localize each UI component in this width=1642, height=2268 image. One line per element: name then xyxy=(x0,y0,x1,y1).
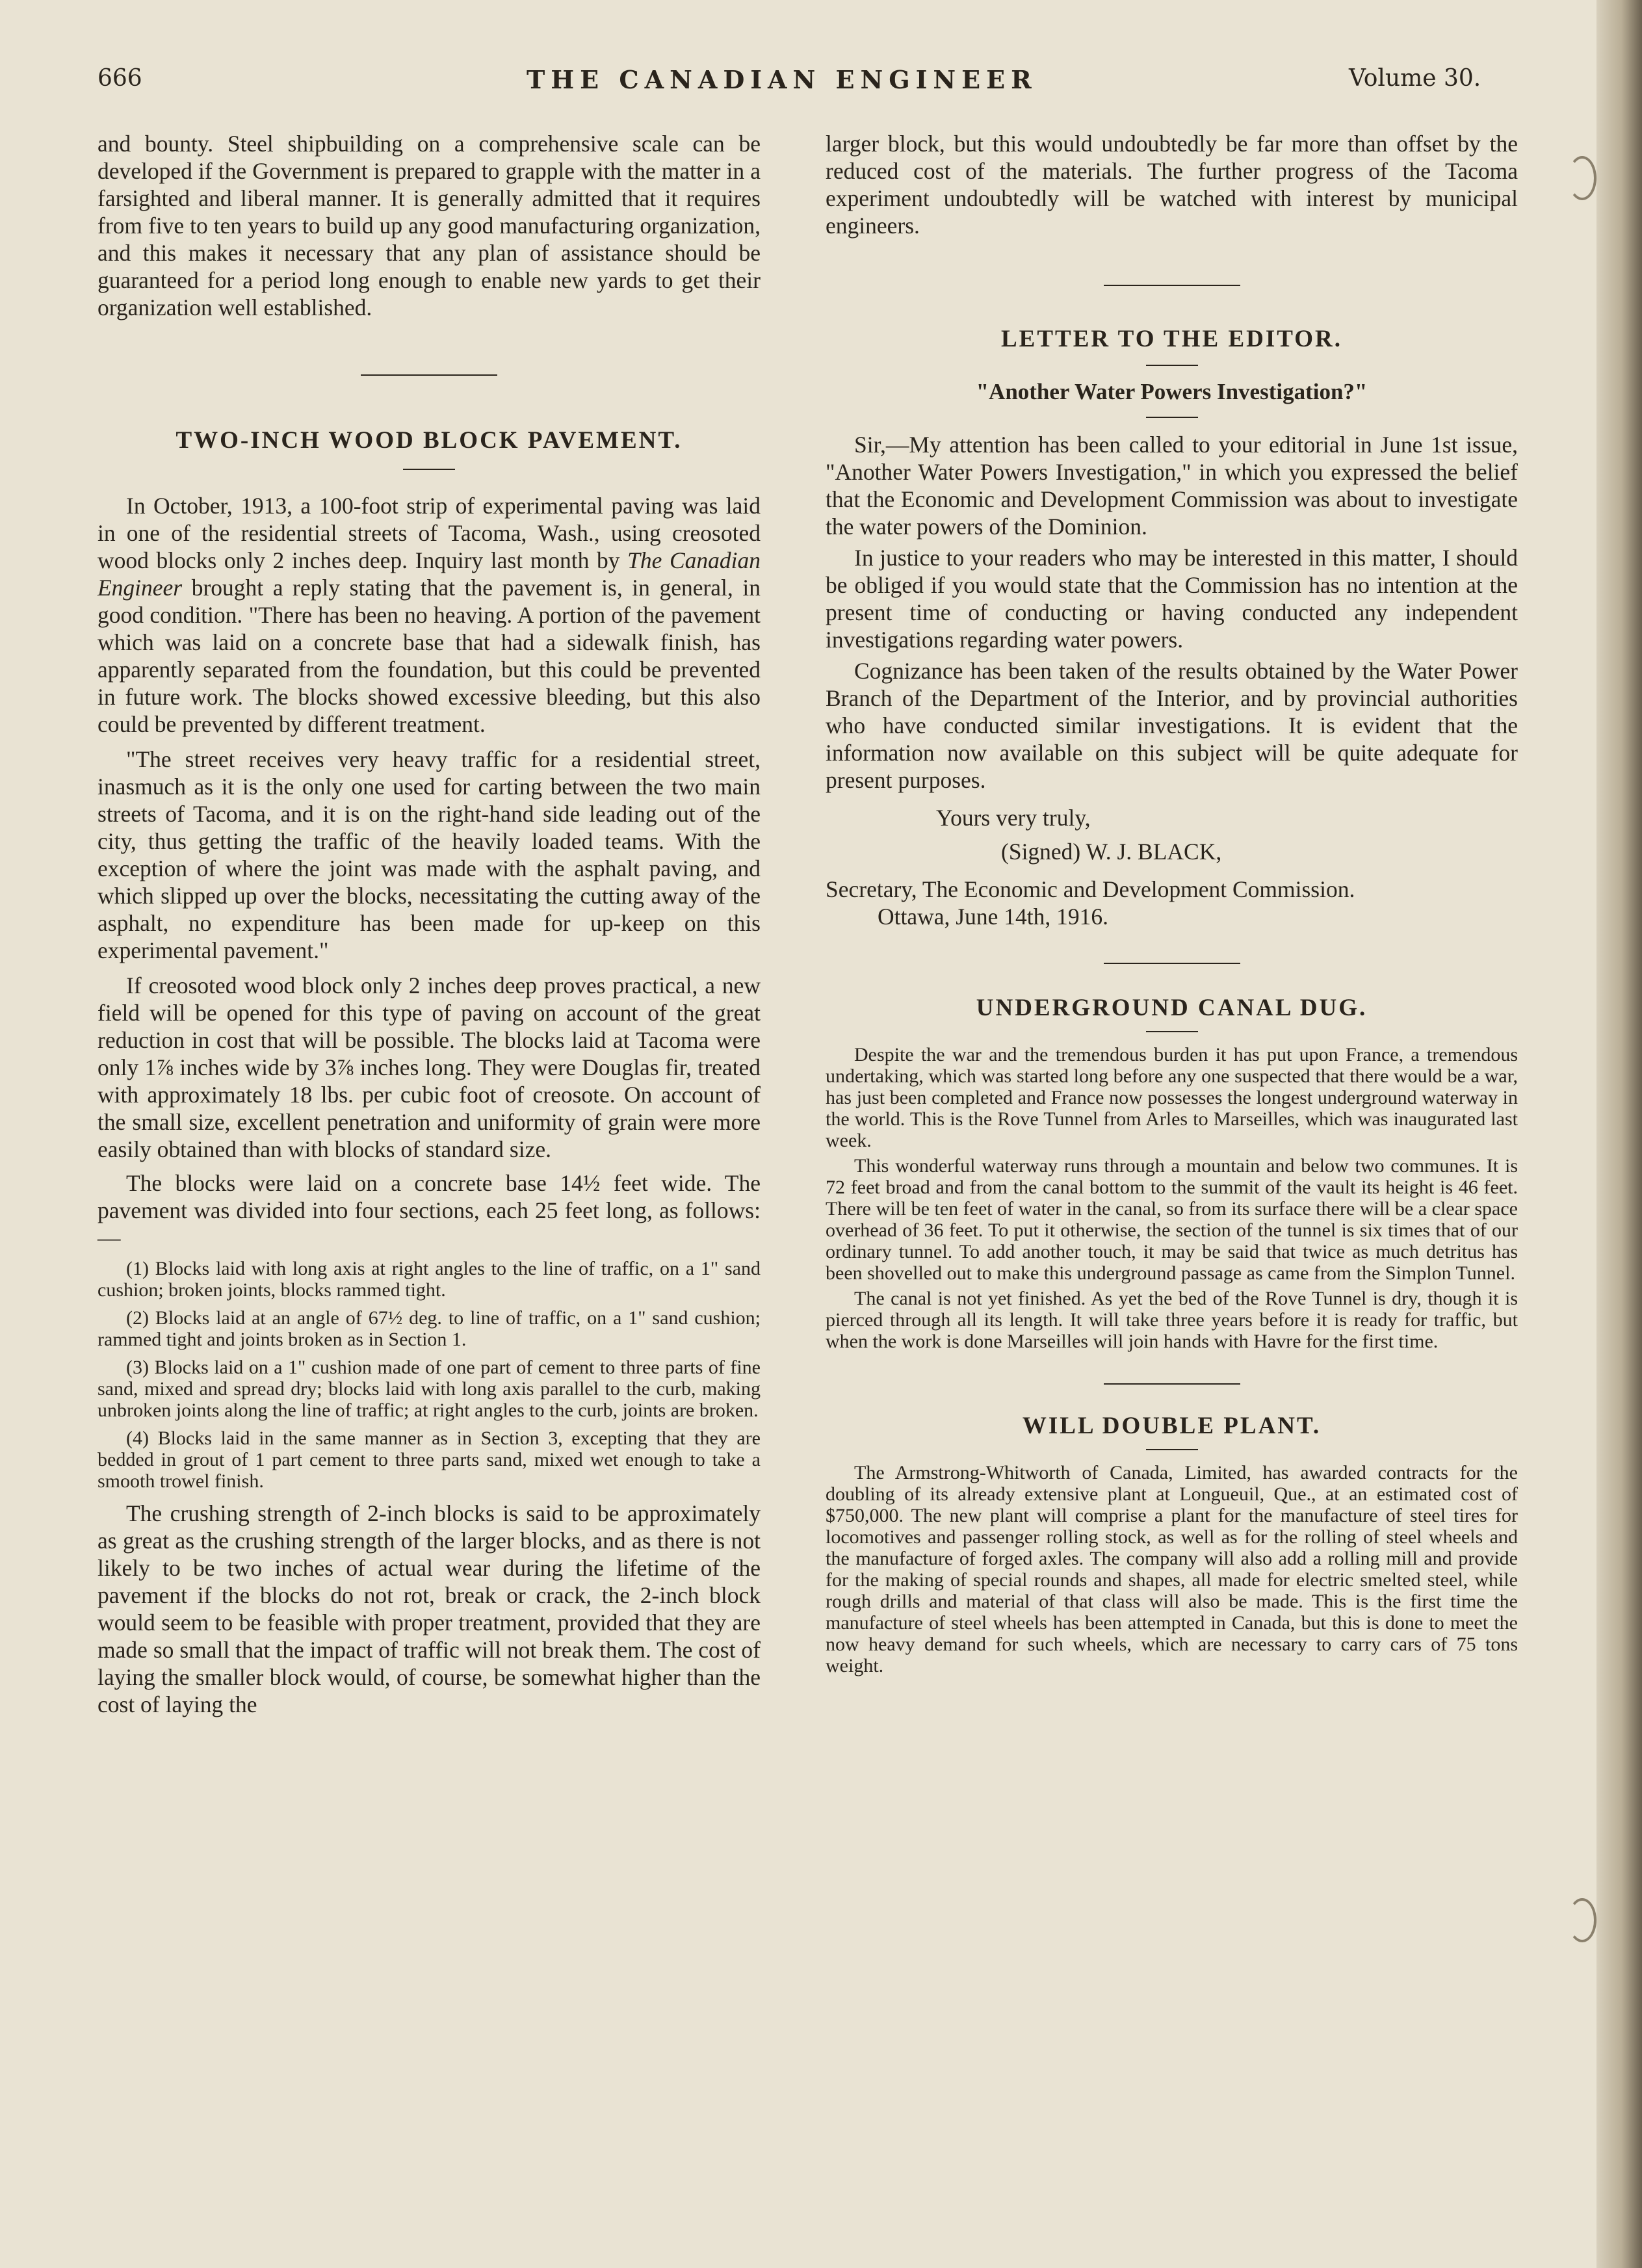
page-number: 666 xyxy=(98,65,142,92)
binding-clip-bottom xyxy=(1568,1898,1596,1942)
letter-subtitle: "Another Water Powers Investigation?" xyxy=(976,379,1368,404)
section-item-4: (4) Blocks laid in the same manner as in Section 3, excepting that they are bedded in grout of 1 part cement to three parts sand, mixed wet enough to take a smooth trowel finish. xyxy=(98,1427,761,1492)
wood-block-paragraph-3: If creosoted wood block only 2 inches deep proves practical, a new field will be opened for this type of paving on account of the great reduction in cost that will be possible. The blocks laid at Tacoma were only 1⅞ inches wide by 3⅞ inches long. They were Douglas fir, treated with approximately 18 lbs. per cubic foot of creosote. On account of the small size, excellent penetration and uniformity of grain were more easily obtained than with blocks of standard size. xyxy=(98,972,761,1162)
title-rule xyxy=(403,469,455,470)
letter-closing: Yours very truly, xyxy=(936,805,1091,831)
wood-block-continuation: larger block, but this would undoubtedly be far more than offset by the reduced cost of the materials. The further progress of the Tacoma experiment undoubtedly will be watched with interest by municipal engineers. xyxy=(826,131,1518,239)
journal-title: THE CANADIAN ENGINEER xyxy=(527,65,1037,94)
subtitle-rule xyxy=(1146,417,1198,418)
title-rule xyxy=(1146,1031,1198,1032)
canal-title: UNDERGROUND CANAL DUG. xyxy=(976,995,1368,1021)
section-item-1: (1) Blocks laid with long axis at right angles to the line of traffic, on a 1" sand cushion; broken joints, blocks rammed tight. xyxy=(98,1258,761,1301)
letter-paragraph-3: Cognizance has been taken of the results obtained by the Water Power Branch of the Department of the Interior, and by provincial authorities who have conducted similar investigations. It is evident that the information now available on this subject will be quite adequate for present purposes. xyxy=(826,658,1518,793)
letter-place-date: Ottawa, June 14th, 1916. xyxy=(878,904,1108,930)
title-rule xyxy=(1146,1449,1198,1450)
shipbuilding-continuation: and bounty. Steel shipbuilding on a comprehensive scale can be developed if the Government is prepared to grapple with the matter in a farsighted and liberal manner. It is generally admitted that it requires from five to ten years to build up any good manufacturing organization, and this makes it necessary that any plan of assistance should be guaranteed for a period long enough to enable new yards to get their organization well established. xyxy=(98,131,761,320)
right-column xyxy=(826,130,1518,1676)
wood-block-paragraph-5: The crushing strength of 2-inch blocks is said to be approximately as great as the crushing strength of the larger blocks, and as there is not likely to be two inches of actual wear during the lifetime of the pavement if the blocks do not rot, break or crack, the 2-inch block would seem to be feasible with proper treatment, provided that they are made so small that the impact of traffic will not break them. The cost of laying the smaller block would, of course, be somewhat higher than the cost of laying the xyxy=(98,1500,761,1717)
letter-signature: (Signed) W. J. BLACK, xyxy=(1001,839,1222,865)
letter-paragraph-1: Sir,—My attention has been called to your editorial in June 1st issue, "Another Water Powers Investigation," in which you expressed the belief that the Economic and Development Commission was about to investigate the water powers of the Dominion. xyxy=(826,432,1518,540)
section-divider xyxy=(1104,963,1240,964)
letter-title: LETTER TO THE EDITOR. xyxy=(1000,326,1342,352)
section-divider xyxy=(1104,1383,1240,1385)
binding-clip-top xyxy=(1568,156,1596,200)
journal-name-italic: The Canadian Engineer xyxy=(98,547,761,601)
wood-block-paragraph-1: In October, 1913, a 100-foot strip of experimental paving was laid in one of the residential streets of Tacoma, Wash., using creosoted wood blocks only 2 inches deep. Inquiry last month by The Canadian Engineer brought a reply stating that the pavement is, in general, in good condition. "There has been no heaving. A portion of the pavement which was laid on a concrete base that had a sidewalk finish, has apparently separated from the foundation, but this could be prevented in future work. The blocks showed excessive bleeding, but this also could be prevented by different treatment. xyxy=(98,493,761,737)
canal-paragraph-2: This wonderful waterway runs through a mountain and below two communes. It is 72 feet broad and from the canal bottom to the summit of the vault its height is 46 feet. There will be ten feet of water in the canal, so from its surface there will be a clear space overhead of 36 feet. To put it otherwise, the section of the tunnel is six times that of our ordinary tunnel. To add another touch, it may be said that twice as much detritus has been shovelled out to make this underground passage as came from the Simplon Tunnel. xyxy=(826,1155,1518,1284)
wood-block-title: TWO-INCH WOOD BLOCK PAVEMENT. xyxy=(176,427,683,454)
volume-label: Volume 30. xyxy=(1349,65,1481,92)
plant-title: WILL DOUBLE PLANT. xyxy=(1022,1413,1322,1439)
section-divider xyxy=(1104,285,1240,286)
canal-paragraph-3: The canal is not yet finished. As yet the bed of the Rove Tunnel is dry, though it is pierced through all its length. It will take three years before it is ready for traffic, but when the work is done Marseilles will join hands with Havre for the first time. xyxy=(826,1288,1518,1352)
wood-block-paragraph-2: "The street receives very heavy traffic for a residential street, inasmuch as it is the only one used for carting between the two main streets of Tacoma, and it is on the right-hand side leading out of the city, thus getting the traffic of the heavily loaded teams. With the exception of where the joint was made with the asphalt paving, and which slipped up over the blocks, necessitating the cutting away of the asphalt, no expenditure has been made for up-keep on this experimental pavement." xyxy=(98,746,761,963)
section-item-2: (2) Blocks laid at an angle of 67½ deg. to line of traffic, on a 1" sand cushion; rammed tight and joints broken as in Section 1. xyxy=(98,1307,761,1350)
page-header xyxy=(0,65,1599,104)
letter-position: Secretary, The Economic and Development Commission. xyxy=(826,876,1355,902)
plant-paragraph-1: The Armstrong-Whitworth of Canada, Limited, has awarded contracts for the doubling of its already extensive plant at Longueuil, Que., at an estimated cost of $750,000. The new plant will comprise a plant for the manufacture of steel tires for locomotives and passenger rolling stock, as well as for the rolling of steel wheels and the manufacture of forged axles. The company will also add a rolling mill and provide for the making of special rounds and shapes, all made for electric smelted steel, while rough drills and material of that class will also be made. This is the first time the manufacture of steel wheels has been attempted in Canada, but this is done to meet the now heavy demand for such wheels, which are necessary to carry cars of 75 tons weight. xyxy=(826,1462,1518,1676)
section-divider xyxy=(361,374,497,376)
canal-paragraph-1: Despite the war and the tremendous burden it has put upon France, a tremendous undertaking, which was started long before any one suspected that there would be a war, has just been completed and France now possesses the longest underground waterway in the world. This is the Rove Tunnel from Arles to Marseilles, which was inaugurated last week. xyxy=(826,1044,1518,1151)
section-item-3: (3) Blocks laid on a 1" cushion made of one part of cement to three parts of fine sand, mixed and spread dry; blocks laid with long axis parallel to the curb, making unbroken joints along the line of traffic; at right angles to the curb, joints are broken. xyxy=(98,1357,761,1421)
wood-block-paragraph-4: The blocks were laid on a concrete base 14½ feet wide. The pavement was divided into four sections, each 25 feet long, as follows:— xyxy=(98,1170,761,1251)
left-column xyxy=(98,130,761,1718)
letter-paragraph-2: In justice to your readers who may be interested in this matter, I should be obliged if you would state that the Commission has no intention at the present time of conducting or having conducted any independent investigations regarding water powers. xyxy=(826,545,1518,653)
page-binding-edge xyxy=(1596,0,1642,2268)
title-rule xyxy=(1146,365,1198,366)
